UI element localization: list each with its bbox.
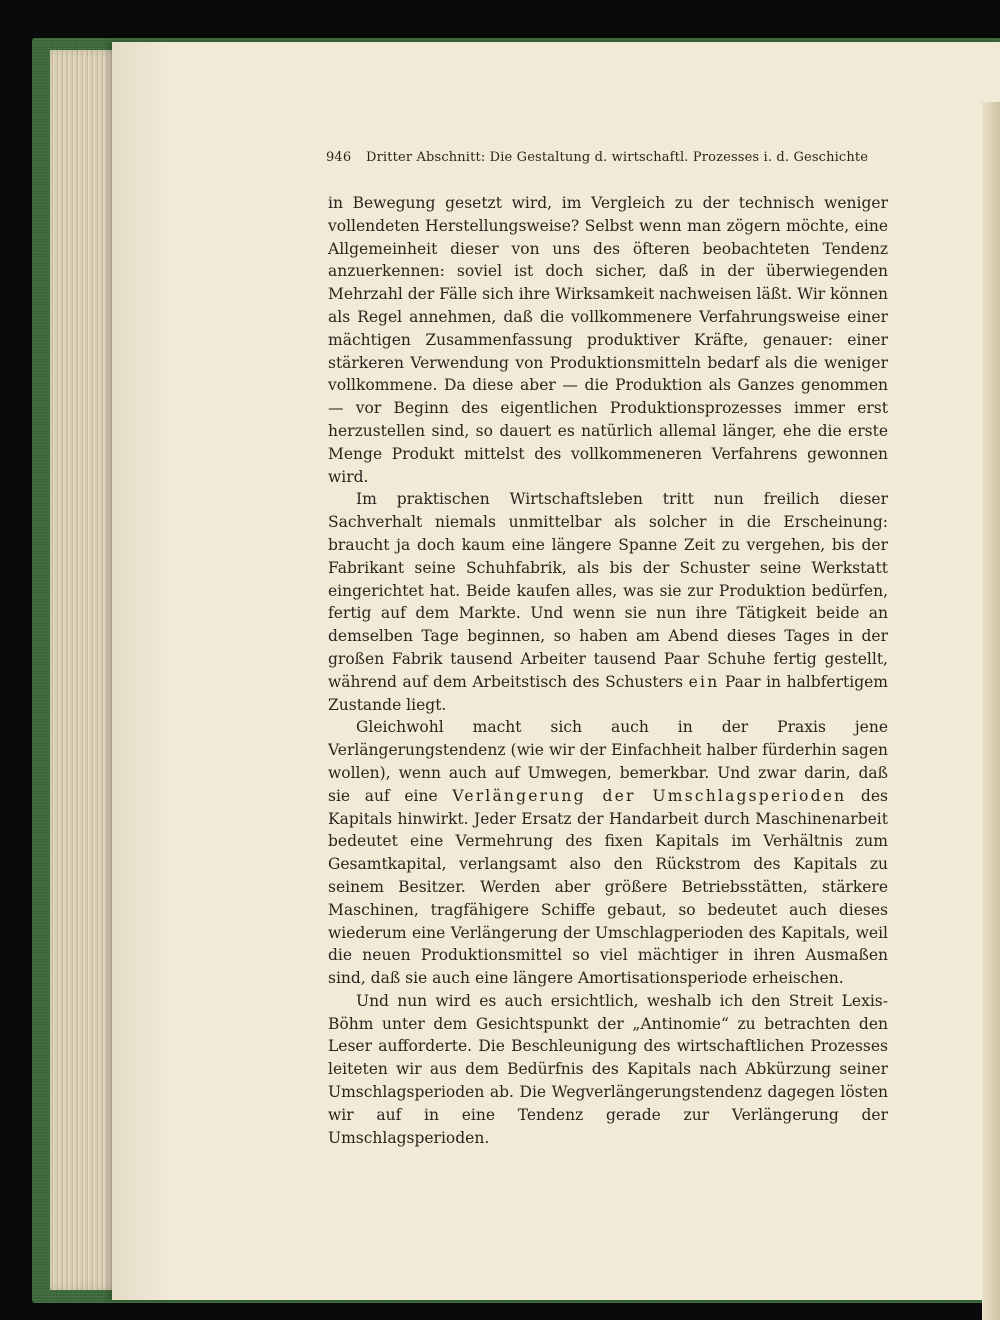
emphasized-text: Verlängerung der Umschlagsperioden bbox=[452, 786, 847, 805]
running-head-title: Dritter Abschnitt: Die Gestaltung d. wirtschaftl. Prozesses i. d. Geschichte bbox=[366, 150, 869, 165]
paragraph-text: Und nun wird es auch ersichtlich, weshalb ich den Streit Lexis-Böhm unter dem Gesichtspunkt der „Antinomie“ zu betrachten den Leser aufforderte. Die Beschleunigung des wirtschaftlichen Prozesses leiteten wir aus dem Bedürfnis des Kapitals nach Abkürzung seiner Umschlagsperioden ab. Die Wegverlängerungstendenz dagegen lösten wir auf in eine Tendenz gerade zur Verlängerung der Umschlagsperioden. bbox=[328, 991, 888, 1147]
paragraph-text: Gleichwohl macht sich auch in der Praxis jene Verlängerungstendenz (wie wir der Einfachheit halber fürderhin sagen wollen), wenn auch auf Umwegen, bemerkbar. Und zwar darin, daß sie auf eine bbox=[328, 718, 888, 805]
paragraph-text: Paar in halbfertigem Zustande liegt. bbox=[328, 672, 888, 714]
paragraph-text: in Bewegung gesetzt wird, im Vergleich zu der technisch weniger vollendeten Herstellungsweise? Selbst wenn man zögern möchte, eine Allgemeinheit dieser von uns des öfteren beobachteten Tendenz anzuerkennen: soviel ist doch sicher, daß in der überwiegenden Mehrzahl der Fälle sich ihre Wirksamkeit nachweisen läßt. Wir können als Regel annehmen, daß die vollkommenere Verfahrungsweise einer mächtigen Zusammenfassung produktiver Kräfte, genauer: einer stärkeren Verwendung von Produktionsmitteln bedarf als die weniger vollkommene. Da diese aber — die Produktion als Ganzes genommen — vor Beginn des eigentlichen Produktionsprozesses immer erst herzustellen sind, so dauert es natürlich allemal länger, ehe die erste Menge Produkt mittelst des vollkommeneren Verfahrens gewonnen wird. bbox=[328, 194, 888, 486]
page-number: 946 bbox=[326, 150, 352, 165]
paragraph bbox=[328, 192, 888, 488]
running-head bbox=[326, 150, 892, 172]
paragraph bbox=[328, 488, 888, 716]
paragraph bbox=[328, 716, 888, 990]
body-text bbox=[328, 192, 888, 1149]
page-fold-edge bbox=[982, 102, 1000, 1320]
emphasized-text: ein bbox=[688, 672, 720, 691]
paragraph bbox=[328, 990, 888, 1150]
paragraph-text: Im praktischen Wirtschaftsleben tritt nun freilich dieser Sachverhalt niemals unmittelbar als solcher in die Erscheinung: braucht ja doch kaum eine längere Spanne Zeit zu vergehen, bis der Fabrikant seine Schuhfabrik, als bis der Schuster seine Werkstatt eingerichtet hat. Beide kaufen alles, was sie zur Produktion bedürfen, fertig auf dem Markte. Und wenn sie nun ihre Tätigkeit beide an demselben Tage beginnen, so haben am Abend dieses Tages in der großen Fabrik tausend Arbeiter tausend Paar Schuhe fertig gestellt, während auf dem Arbeitstisch des Schusters bbox=[328, 490, 888, 691]
paragraph-text: des Kapitals hinwirkt. Jeder Ersatz der Handarbeit durch Maschinenarbeit bedeutet eine Vermehrung des fixen Kapitals im Verhältnis zum Gesamtkapital, verlangsamt also den Rückstrom des Kapitals zu seinem Besitzer. Werden aber größere Betriebsstätten, stärkere Maschinen, tragfähigere Schiffe gebaut, so bedeutet auch dieses wiederum eine Verlängerung der Umschlagperioden des Kapitals, weil die neuen Produktionsmittel so viel mächtiger in ihren Ausmaßen sind, daß sie auch eine längere Amortisationsperiode erheischen. bbox=[328, 786, 888, 988]
